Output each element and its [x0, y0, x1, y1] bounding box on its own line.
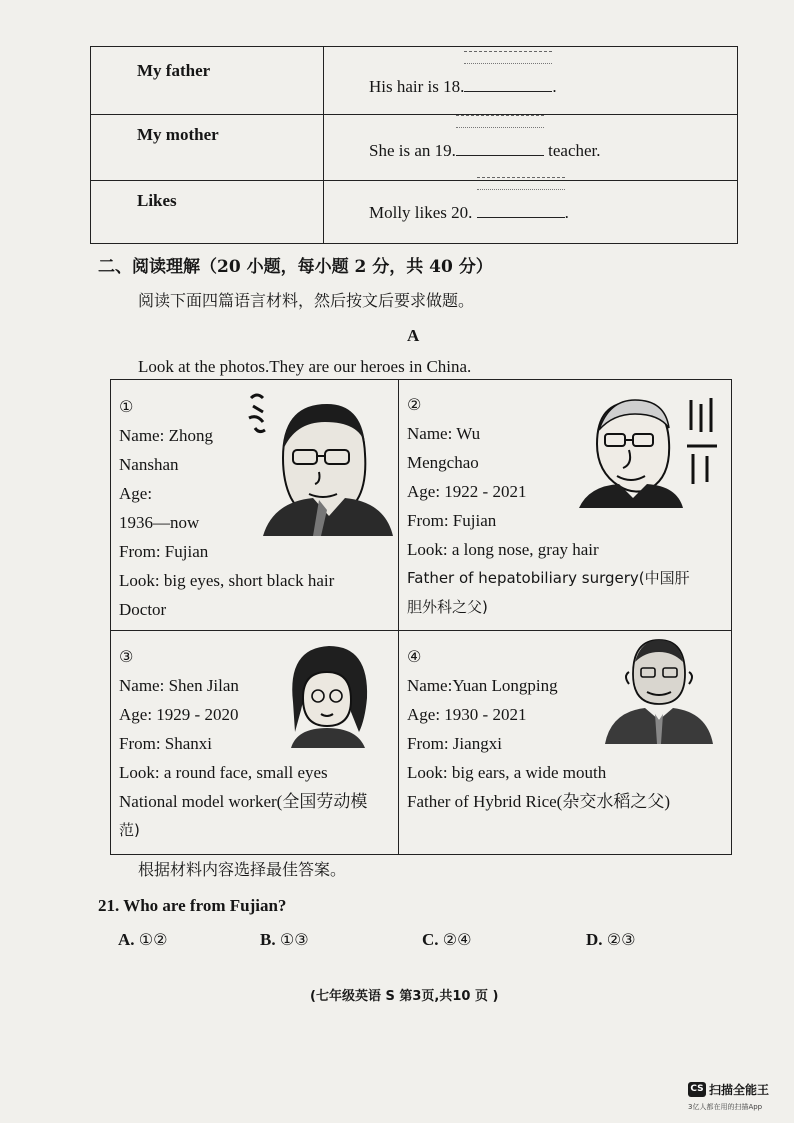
portrait-yuan-longping	[597, 632, 715, 744]
cs-logo-icon: CS	[688, 1082, 706, 1097]
option-c[interactable]: C. ②④	[422, 930, 472, 949]
row-sentence: Molly likes 20. .	[369, 203, 569, 222]
row-label: Likes	[137, 191, 177, 210]
answer-blank-20[interactable]	[477, 203, 565, 218]
question-21-stem: 21. Who are from Fujian?	[98, 896, 287, 915]
answer-blank-18[interactable]	[464, 77, 552, 92]
hero-card-4: ④ Name:Yuan Longping Age: 1930 - 2021 From: Jiangxi Look: big ears, a wide mouth Father of Hybrid Rice(杂交水稻之父)	[407, 642, 670, 816]
table-row	[91, 47, 737, 115]
row-label: My mother	[137, 125, 219, 144]
passage-letter: A	[407, 326, 420, 345]
option-a[interactable]: A. ①②	[118, 930, 168, 949]
scanner-tagline: 3亿人都在用的扫描App	[688, 1103, 763, 1111]
hero-number: ①	[119, 397, 134, 416]
hero-number: ④	[407, 647, 422, 666]
answer-blank-19[interactable]	[456, 141, 544, 156]
option-b[interactable]: B. ①③	[260, 930, 309, 949]
page-footer: (七年级英语 S 第3页,共10 页 )	[310, 989, 499, 1004]
hero-card-2: ② Name: Wu Mengchao Age: 1922 - 2021 From: Fujian Look: a long nose, gray hair Father of hepatobiliary surgery(中国肝 胆外科之父)	[407, 390, 690, 622]
hero-card-1: ① Name: Zhong Nanshan Age: 1936—now From: Fujian Look: big eyes, short black hair Doctor	[119, 392, 334, 624]
row-sentence: She is an 19. teacher.	[369, 141, 601, 160]
family-info-table	[90, 46, 738, 244]
portrait-wu-mengchao	[573, 390, 723, 508]
section-instruction: 阅读下面四篇语言材料，然后按文后要求做题。	[138, 291, 475, 310]
scanner-logo	[688, 1080, 769, 1098]
scanner-name: 扫描全能王	[709, 1082, 770, 1097]
portrait-shen-jilan	[283, 642, 373, 748]
section-title: 二、阅读理解（20 小题，每小题 2 分，共 40 分）	[98, 257, 493, 277]
passage-intro: Look at the photos.They are our heroes in China.	[138, 357, 472, 376]
option-d[interactable]: D. ②③	[586, 930, 636, 949]
hero-number: ②	[407, 395, 422, 414]
table-row	[91, 115, 737, 181]
heroes-grid	[110, 379, 732, 855]
hero-number: ③	[119, 647, 134, 666]
sub-instruction: 根据材料内容选择最佳答案。	[138, 860, 347, 879]
row-sentence: His hair is 18. .	[369, 77, 557, 96]
row-label: My father	[137, 61, 211, 80]
hero-card-3: ③ Name: Shen Jilan Age: 1929 - 2020 From: Shanxi Look: a round face, small eyes National model worker(全国劳动模 范)	[119, 642, 367, 845]
portrait-zhong-nanshan	[243, 388, 393, 536]
table-row	[91, 181, 737, 243]
